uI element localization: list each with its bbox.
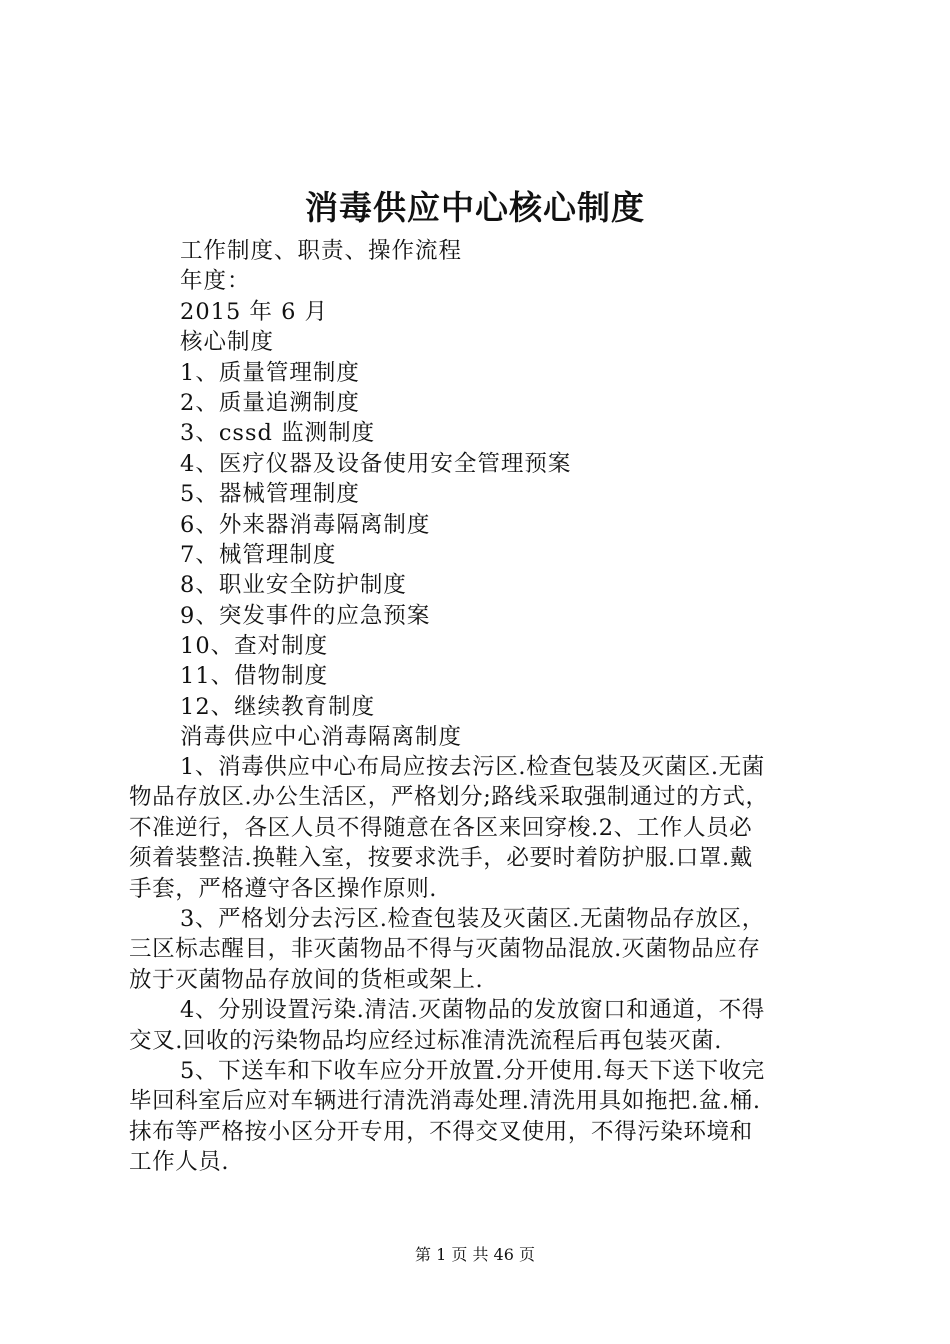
paragraph-line: 物品存放区.办公生活区，严格划分;路线采取强制通过的方式， — [129, 784, 769, 811]
list-item: 12、继续教育制度 — [180, 693, 376, 720]
line-subtitle: 工作制度、职责、操作流程 — [180, 238, 463, 264]
paragraph-line: 4、分别设置污染.清洁.灭菌物品的发放窗口和通道，不得 — [180, 997, 765, 1024]
list-item: 5、器械管理制度 — [180, 481, 360, 508]
list-item: 3、cssd 监测制度 — [180, 420, 376, 447]
paragraph-line: 毕回科室后应对车辆进行清洗消毒处理.清洗用具如拖把.盆.桶. — [129, 1088, 761, 1115]
list-item: 6、外来器消毒隔离制度 — [180, 511, 431, 538]
list-item: 10、查对制度 — [180, 633, 329, 660]
list-item: 7、械管理制度 — [180, 541, 337, 568]
paragraph-4 — [129, 995, 833, 1056]
body-paragraphs — [129, 752, 833, 1178]
list-item: 1、质量管理制度 — [180, 359, 360, 386]
paragraph-line: 3、严格划分去污区.检查包装及灭菌区.无菌物品存放区， — [180, 906, 765, 933]
paragraph-line: 不准逆行，各区人员不得随意在各区来回穿梭.2、工作人员必 — [129, 814, 753, 841]
paragraph-line: 须着装整洁.换鞋入室，按要求洗手，必要时着防护服.口罩.戴 — [129, 845, 753, 872]
line-section-heading: 核心制度 — [180, 329, 275, 356]
list-item: 2、质量追溯制度 — [180, 389, 360, 416]
list-item: 11、借物制度 — [180, 663, 329, 690]
list-item: 8、职业安全防护制度 — [180, 572, 407, 599]
paragraph-5 — [129, 1056, 833, 1178]
paragraph-line: 抹布等严格按小区分开专用，不得交叉使用，不得污染环境和 — [129, 1118, 753, 1145]
line-date: 2015 年 6 月 — [180, 298, 329, 325]
line-year-label: 年度： — [180, 268, 251, 295]
page-number-footer: 第 1 页 共 46 页 — [415, 1245, 535, 1264]
paragraph-line: 三区标志醒目，非灭菌物品不得与灭菌物品混放.灭菌物品应存 — [129, 936, 761, 963]
paragraph-line: 放于灭菌物品存放间的货柜或架上. — [129, 966, 484, 993]
list-item: 4、医疗仪器及设备使用安全管理预案 — [180, 450, 572, 477]
paragraph-1 — [129, 752, 833, 904]
paragraph-line: 交叉.回收的污染物品均应经过标准清洗流程后再包装灭菌. — [129, 1027, 723, 1054]
list-item: 9、突发事件的应急预案 — [180, 602, 431, 629]
paragraph-line: 工作人员. — [129, 1149, 230, 1176]
paragraph-3 — [129, 904, 833, 995]
header-lines — [180, 236, 880, 753]
paragraph-line: 手套，严格遵守各区操作原则. — [129, 875, 438, 902]
document-title: 消毒供应中心核心制度 — [305, 188, 645, 227]
paragraph-line: 1、消毒供应中心布局应按去污区.检查包装及灭菌区.无菌 — [180, 754, 765, 780]
section-heading: 消毒供应中心消毒隔离制度 — [180, 724, 463, 751]
paragraph-line: 5、下送车和下收车应分开放置.分开使用.每天下送下收完 — [180, 1058, 765, 1085]
